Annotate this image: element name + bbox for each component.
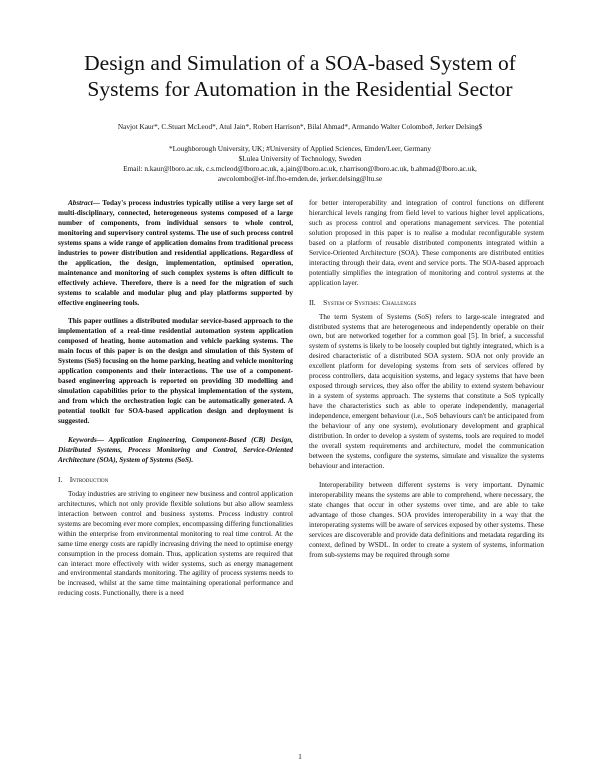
- title-line-1: Design and Simulation of a SOA-based System of: [84, 51, 516, 75]
- email-line-1: Email: n.kaur@lboro.ac.uk, c.s.mcleod@lboro.ac.uk, a.jain@lboro.ac.uk, r.harrison@lboro.ac.uk, b.ahmad@lboro.ac.uk,: [123, 164, 477, 173]
- abstract-label: Abstract: [68, 199, 93, 207]
- section-1-paragraph-1: Today industries are striving to engineer new business and control application architectures, which not only provide flexible solutions but also allow seamless interaction between control and business systems. Process industry control systems are becoming ever more complex, encompassing differing functionalities within the enterprise from environmental monitoring to real time control. At the same time energy costs are rapidly increasing driving the need to optimise energy consumption in the process domain. Thus, application systems are required that can interact more effectively with wider systems, such as energy management and environmental standards monitoring. The agility of process systems needs to be increased, whilst at the same time maintaining operational performance and reducing costs. Functionally, there is a need: [58, 489, 293, 598]
- email-line-2: awcolombo@et-inf.fho-emden.de, jerker.delsing@ltu.se: [217, 174, 383, 183]
- left-column: [58, 199, 293, 599]
- affiliation-line-1: *Loughborough University, UK; #University of Applied Sciences, Emden/Leer, Germany: [168, 144, 432, 153]
- title-line-2: Systems for Automation in the Residential Sector: [87, 77, 513, 101]
- abstract-text-1: — Today's process industries typically utilise a very large set of multi-disciplinary, connected, heterogeneous systems composed of a large number of components, from individual sensors to whole control, monitoring and supervisory control systems. The use of such process control systems spans a wide range of application domains from traditional process industries to power distribution and residential applications. Regardless of the application, the design, implementation, optimised operation, maintenance and monitoring of such complex systems is often difficult to effectively achieve. Therefore, there is a need for the migration of such systems to scalable and modular plug and play platforms supported by effective engineering tools.: [58, 199, 293, 307]
- section-2-paragraph-2: Interoperability between different systems is very important. Dynamic interoperability means the systems are able to comprehend, where necessary, the state changes that occur in other systems over time, and are able to take advantage of those changes. SOA provides interoperability in a way that the interoperating systems will be aware of services exposed by other systems. These services are discoverable and provide data definitions and metadata regarding its context, defined by WSDL. In order to create a system of systems, information from sub-systems may be required through some: [309, 480, 544, 559]
- right-column: [309, 199, 544, 560]
- keywords-paragraph: [58, 436, 293, 466]
- paper-title: [40, 50, 560, 102]
- section-2-heading: II. System of Systems: Challenges: [309, 297, 417, 307]
- page-number: 1: [298, 752, 302, 761]
- author-list: Navjot Kaur*, C.Stuart McLeod*, Atul Jain*, Robert Harrison*, Bilal Ahmad*, Armando Walter Colombo#, Jerker Delsing$: [117, 122, 483, 131]
- keywords-label: Keywords—: [68, 435, 104, 444]
- keywords-text: Application Engineering, Component-Based (CB) Design, Distributed Systems, Process Monitoring and Control, Service-Oriented Architecture (SOA), System of Systems (SoS).: [58, 435, 293, 464]
- affiliation-line-2: $Lulea University of Technology, Sweden: [238, 154, 362, 163]
- section-2-paragraph-1: The term System of Systems (SoS) refers to large-scale integrated and distributed systems that are heterogeneous and independently operable on their own, but are networked together for a common goal [5]. In brief, a successful system of systems is likely to be loosely coupled but tightly integrated, which is a desired characteristic of a distributed SOA system. SOA not only provide an excellent platform for developing systems from sets of services offered by process controllers, data acquisition systems, and legacy systems that have been exposed through services, they also offer the ability to extend system behaviour in a system of systems approach. The systems that constitute a SoS typically have the characteristics such as able to operate independently, managerial independence, emergent behaviour (i.e., SoS behaviours can't be anticipated from the behaviour of any one system), evolutionary development and graphical distribution. In order to develop a system of systems, tools are required to model the overall system requirements and architecture, model the communication between the systems, configure the systems, simulate and visualize the systems behaviour and interaction.: [309, 312, 544, 470]
- abstract-paragraph-2: This paper outlines a distributed modular service-based approach to the implementation of a real-time residential automation system application composed of heating, home automation and vehicle parking systems. The main focus of this paper is on the design and simulation of this System of Systems (SoS) focusing on the home parking, heating and vehicle monitoring application components and their interactions. The use of a component-based engineering approach is reported on providing 3D modelling and simulation capabilities prior to the physical implementation of the system, and from which the orchestration logic can be automatically generated. A potential toolkit for SOA-based application design and deployment is suggested.: [58, 317, 293, 426]
- intro-continuation-paragraph: for better interoperability and integration of control functions on different hierarchical levels ranging from field level to various higher level applications, such as process control and operations management services. The potential solution proposed in this paper is to realise a modular reconfigurable system based on a platform of reusable distributed components integrated within a Service-Oriented Architecture (SOA). These components are distributed entities interacting through their data, event and service ports. The SOA-based approach potentially simplifies the integration of monitoring and control systems at the application layer.: [309, 199, 544, 287]
- abstract-paragraph-1: [58, 199, 293, 308]
- section-1-heading: I. Introduction: [58, 474, 109, 484]
